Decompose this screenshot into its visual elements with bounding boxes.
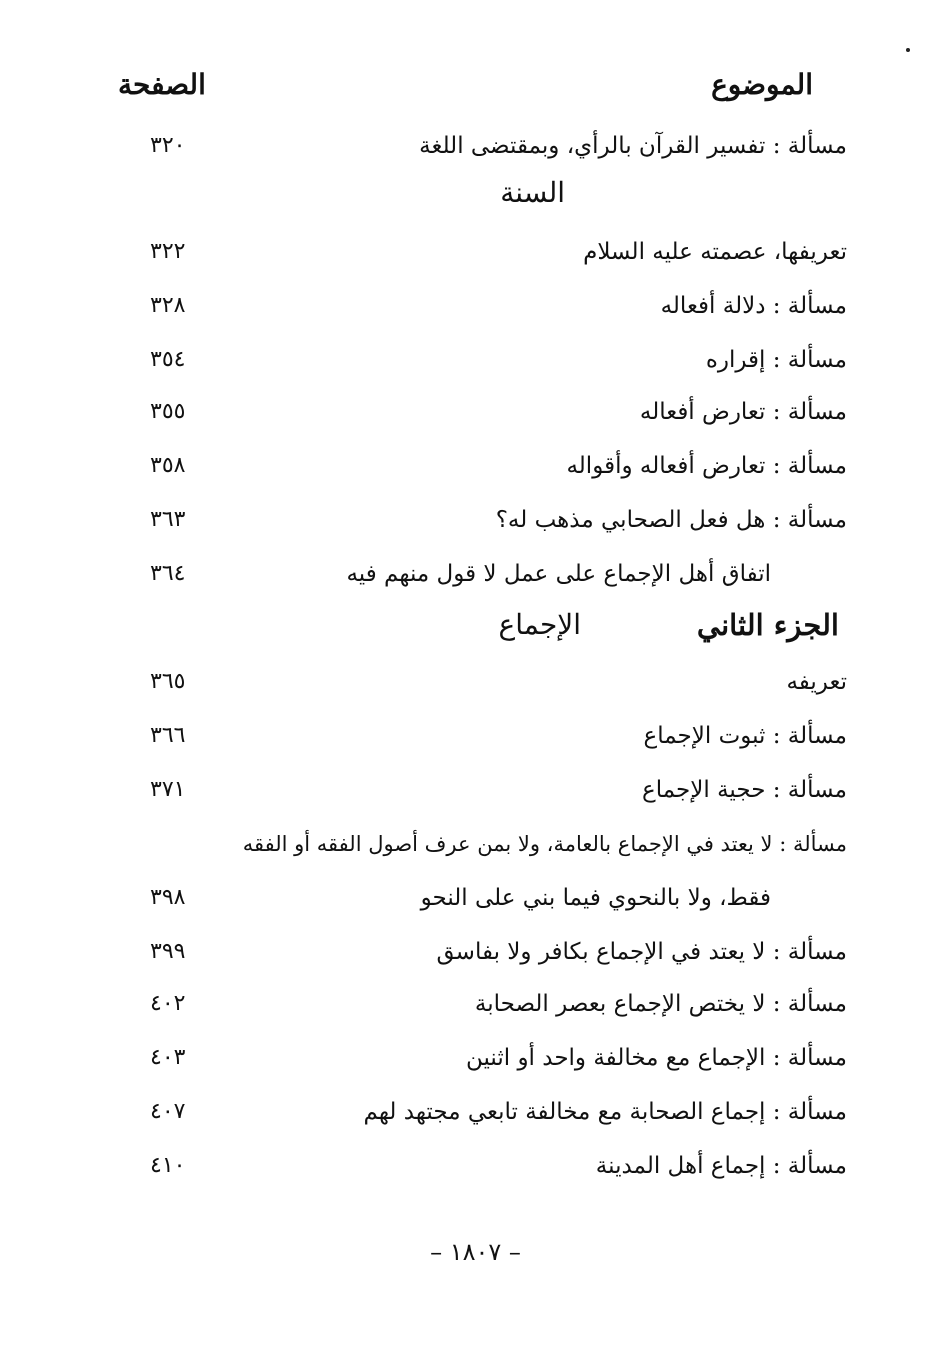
entry-page: ٣٩٨: [150, 885, 186, 910]
entry-title: مسألة : دلالة أفعاله: [660, 293, 847, 319]
entry-title: مسألة : لا يعتد في الإجماع بالعامة، ولا بمن عرف أصول الفقه أو الفقه: [242, 832, 847, 856]
topic-column-header: الموضوع: [711, 68, 813, 101]
footer-page-number: – ١٨٠٧ –: [430, 1238, 521, 1266]
entry-title: مسألة : تفسير القرآن بالرأي، وبمقتضى اللغة: [419, 133, 847, 159]
toc-entry: [0, 1038, 951, 1078]
entry-page: ٤١٠: [150, 1153, 186, 1178]
entry-page: ٣٢٢: [150, 239, 186, 264]
toc-entry: [0, 392, 951, 432]
toc-entry: [0, 1092, 951, 1132]
entry-page: ٣٩٩: [150, 939, 186, 964]
entry-page: ٤٠٧: [150, 1099, 186, 1124]
entry-title: مسألة : تعارض أفعاله: [639, 399, 847, 425]
toc-entry: [0, 770, 951, 810]
entry-page: ٣٥٥: [150, 399, 186, 424]
entry-title: مسألة : تعارض أفعاله وأقواله: [566, 453, 847, 479]
toc-entry: [0, 446, 951, 486]
entry-page: ٤٠٣: [150, 1045, 186, 1070]
entry-title: مسألة : إجماع أهل المدينة: [595, 1153, 847, 1179]
section-heading-sunnah: السنة: [500, 176, 565, 209]
entry-title: مسألة : إجماع الصحابة مع مخالفة تابعي مجتهد لهم: [363, 1099, 847, 1125]
toc-entry: [0, 126, 951, 166]
toc-entry: [0, 716, 951, 756]
entry-title: اتفاق أهل الإجماع على عمل لا قول منهم فيه: [346, 561, 771, 587]
entry-title: مسألة : لا يعتد في الإجماع بكافر ولا بفاسق: [436, 939, 847, 965]
toc-entry: [0, 554, 951, 594]
toc-entry: [0, 286, 951, 326]
entry-page: ٣٥٨: [150, 453, 186, 478]
speck-mark: [906, 48, 910, 52]
entry-page: ٤٠٢: [150, 991, 186, 1016]
entry-title: مسألة : إقراره: [705, 347, 847, 373]
entry-page: ٣٥٤: [150, 347, 186, 372]
entry-title: تعريفه: [786, 669, 847, 695]
page-column-header: الصفحة: [118, 68, 206, 101]
entry-page: ٣٦٦: [150, 723, 186, 748]
entry-title: مسألة : ثبوت الإجماع: [643, 723, 847, 749]
toc-entry: [0, 824, 951, 864]
toc-entry: [0, 232, 951, 272]
toc-entry: [0, 340, 951, 380]
toc-entry: [0, 932, 951, 972]
entry-page: ٣٦٣: [150, 507, 186, 532]
section-heading-ijma: الإجماع: [498, 608, 581, 641]
entry-title: مسألة : هل فعل الصحابي مذهب له؟: [495, 507, 847, 533]
entry-title: تعريفها، عصمته عليه السلام: [583, 239, 847, 265]
toc-entry: [0, 984, 951, 1024]
entry-title: مسألة : الإجماع مع مخالفة واحد أو اثنين: [465, 1045, 847, 1071]
entry-page: ٣٢٨: [150, 293, 186, 318]
entry-title: مسألة : حجية الإجماع: [642, 777, 847, 803]
entry-page: ٣٧١: [150, 777, 186, 802]
entry-title: مسألة : لا يختص الإجماع بعصر الصحابة: [474, 991, 847, 1017]
toc-entry: [0, 500, 951, 540]
part-heading: الجزء الثاني: [696, 608, 839, 642]
entry-page: ٣٦٥: [150, 669, 186, 694]
entry-title: فقط، ولا بالنحوي فيما بني على النحو: [420, 885, 771, 911]
entry-page: ٣٢٠: [150, 133, 186, 158]
toc-entry: [0, 1146, 951, 1186]
toc-entry: [0, 662, 951, 702]
toc-entry: [0, 878, 951, 918]
entry-page: ٣٦٤: [150, 561, 186, 586]
